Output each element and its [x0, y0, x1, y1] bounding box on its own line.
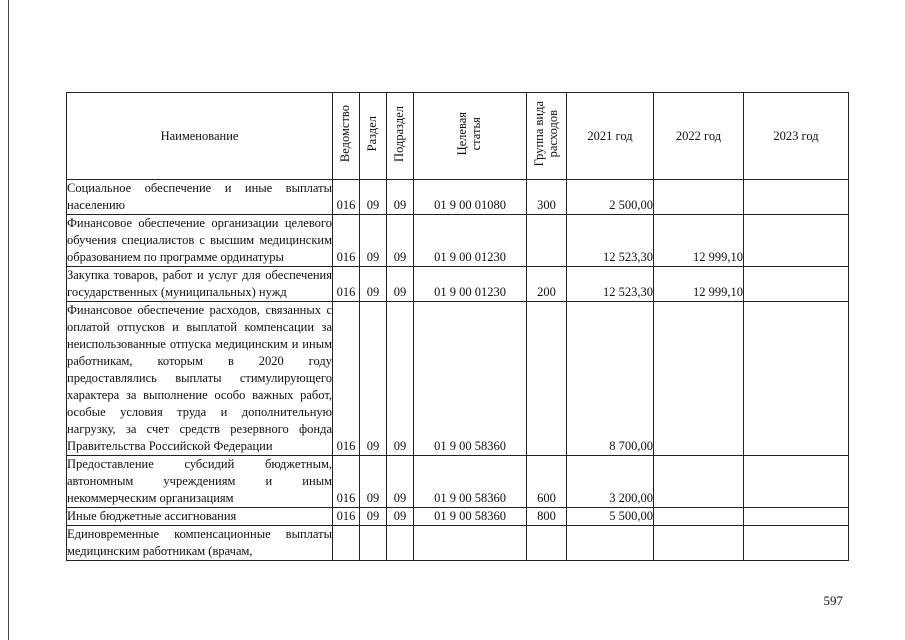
row-2022: 12 999,10 — [654, 215, 744, 267]
row-2022 — [654, 180, 744, 215]
row-name: Финансовое обеспечение организации целевого обучения специалистов с высшим медицинским образованием по программе ординатуры — [67, 215, 333, 267]
row-2023 — [744, 456, 849, 508]
col-header-2022: 2022 год — [654, 93, 744, 180]
row-section: 09 — [360, 215, 387, 267]
row-2021 — [567, 526, 654, 561]
row-2023 — [744, 508, 849, 526]
col-header-target: Целевая статья — [414, 93, 527, 180]
row-2022 — [654, 526, 744, 561]
row-2023 — [744, 302, 849, 456]
row-target: 01 9 00 01230 — [414, 267, 527, 302]
row-section: 09 — [360, 456, 387, 508]
row-dept: 016 — [333, 180, 360, 215]
table-body — [67, 180, 849, 561]
row-2021: 12 523,30 — [567, 215, 654, 267]
table-row — [67, 526, 849, 561]
table-row — [67, 180, 849, 215]
col-header-section: Раздел — [360, 93, 387, 180]
row-dept: 016 — [333, 267, 360, 302]
table-row — [67, 508, 849, 526]
table-row — [67, 267, 849, 302]
row-name: Социальное обеспечение и иные выплаты населению — [67, 180, 333, 215]
col-header-dept: Ведомство — [333, 93, 360, 180]
row-dept — [333, 526, 360, 561]
row-subsection: 09 — [387, 456, 414, 508]
row-section — [360, 526, 387, 561]
row-section: 09 — [360, 302, 387, 456]
row-section: 09 — [360, 267, 387, 302]
row-expense-group: 300 — [527, 180, 567, 215]
table-header-row — [67, 93, 849, 180]
row-2023 — [744, 267, 849, 302]
table-row — [67, 456, 849, 508]
row-name: Финансовое обеспечение расходов, связанных с оплатой отпусков и выплатой компенсации за неиспользованные отпуска медицинским и иным работникам, которым в 2020 году предоставлялись выплаты стимулирующего характера за выполнение особо важных работ, особые условия труда и дополнительную нагрузку, за счет средств резервного фонда Правительства Российской Федерации — [67, 302, 333, 456]
row-target: 01 9 00 58360 — [414, 508, 527, 526]
row-section: 09 — [360, 180, 387, 215]
row-subsection: 09 — [387, 302, 414, 456]
row-target: 01 9 00 58360 — [414, 456, 527, 508]
row-subsection: 09 — [387, 215, 414, 267]
page-number: 597 — [823, 593, 843, 608]
row-expense-group — [527, 302, 567, 456]
row-2021: 8 700,00 — [567, 302, 654, 456]
row-section: 09 — [360, 508, 387, 526]
row-subsection — [387, 526, 414, 561]
page-left-edge — [8, 0, 9, 640]
row-target: 01 9 00 01230 — [414, 215, 527, 267]
col-header-2021: 2021 год — [567, 93, 654, 180]
row-2023 — [744, 526, 849, 561]
row-subsection: 09 — [387, 267, 414, 302]
row-2022 — [654, 456, 744, 508]
row-2022 — [654, 302, 744, 456]
budget-table-container — [66, 92, 850, 580]
row-name: Предоставление субсидий бюджетным, автономным учреждениям и иным некоммерческим организациям — [67, 456, 333, 508]
row-2021: 5 500,00 — [567, 508, 654, 526]
row-name: Иные бюджетные ассигнования — [67, 508, 333, 526]
row-expense-group: 200 — [527, 267, 567, 302]
row-2023 — [744, 180, 849, 215]
row-subsection: 09 — [387, 180, 414, 215]
row-expense-group — [527, 526, 567, 561]
row-2021: 3 200,00 — [567, 456, 654, 508]
row-2021: 12 523,30 — [567, 267, 654, 302]
col-header-name: Наименование — [67, 93, 333, 180]
col-header-subsection: Подраздел — [387, 93, 414, 180]
row-dept: 016 — [333, 456, 360, 508]
row-expense-group: 800 — [527, 508, 567, 526]
row-expense-group — [527, 215, 567, 267]
row-2022: 12 999,10 — [654, 267, 744, 302]
row-name: Единовременные компенсационные выплаты медицинским работникам (врачам, — [67, 526, 333, 561]
row-dept: 016 — [333, 508, 360, 526]
row-expense-group: 600 — [527, 456, 567, 508]
row-2023 — [744, 215, 849, 267]
row-dept: 016 — [333, 302, 360, 456]
row-target — [414, 526, 527, 561]
table-row — [67, 215, 849, 267]
budget-table — [66, 92, 849, 561]
row-2021: 2 500,00 — [567, 180, 654, 215]
row-target: 01 9 00 58360 — [414, 302, 527, 456]
row-dept: 016 — [333, 215, 360, 267]
row-target: 01 9 00 01080 — [414, 180, 527, 215]
row-subsection: 09 — [387, 508, 414, 526]
col-header-expense-group: Группа вида расходов — [527, 93, 567, 180]
row-2022 — [654, 508, 744, 526]
table-row — [67, 302, 849, 456]
row-name: Закупка товаров, работ и услуг для обеспечения государственных (муниципальных) нужд — [67, 267, 333, 302]
col-header-2023: 2023 год — [744, 93, 849, 180]
